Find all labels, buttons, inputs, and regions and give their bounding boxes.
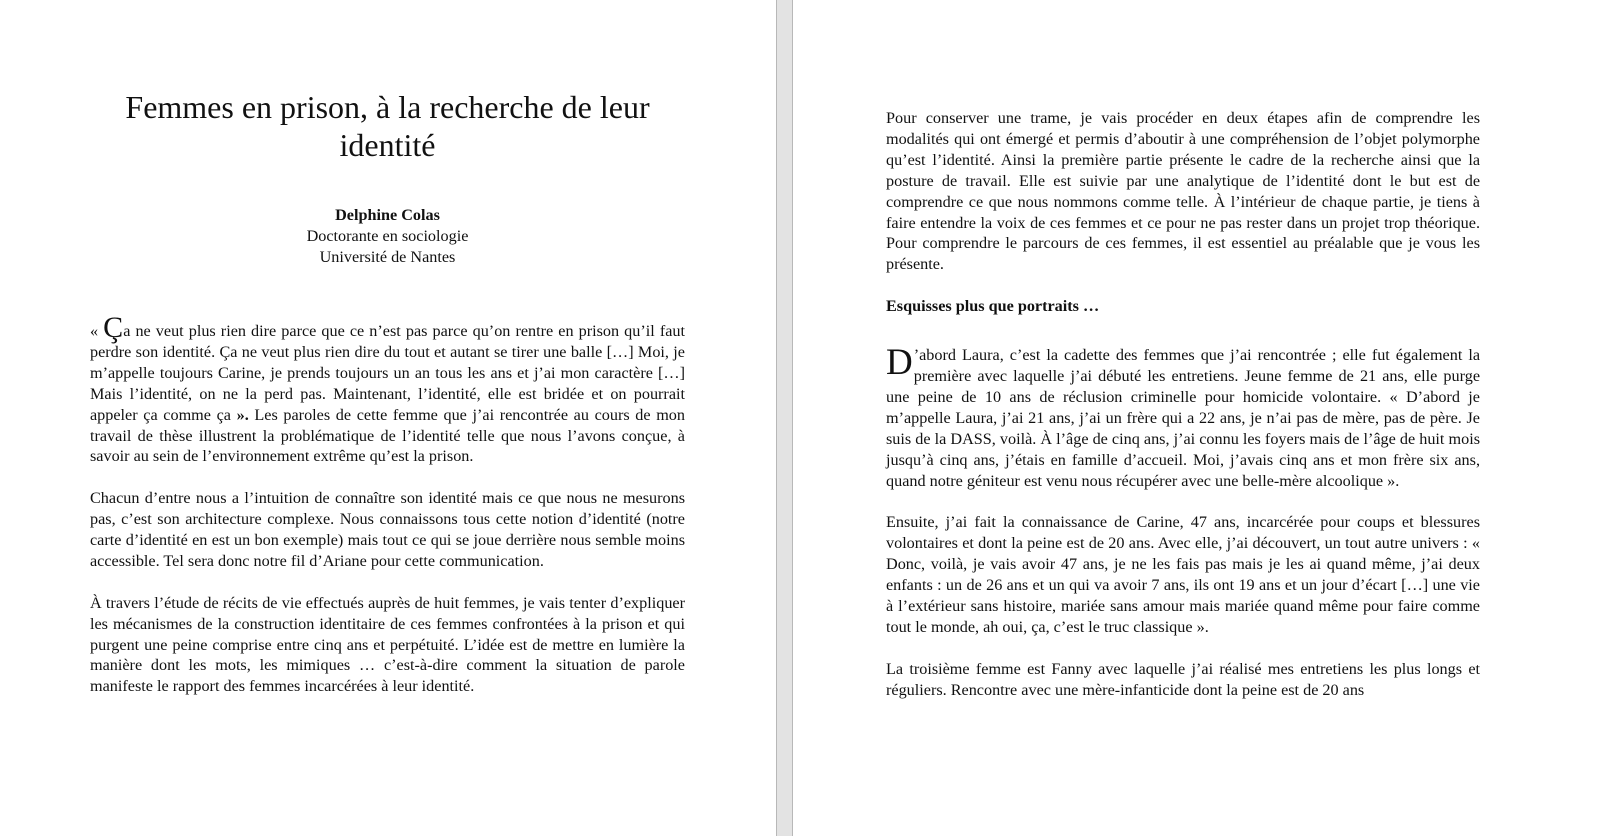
paragraph-laura [886, 342, 1480, 491]
author-name: Delphine Colas [335, 206, 440, 224]
drop-cap-letter: D [886, 342, 913, 384]
author-block [90, 205, 685, 268]
quote-text: a ne veut plus rien dire parce que ce n’est pas parce qu’on rentre en prison qu’il faut perdre son identité. Ça ne veut plus rien dire du tout et autant se tirer une balle […] Moi, je m’appelle toujours Carine, je prends toujours un an tous les ans et j’ai mon caractère […] Mais l’identité, on ne la perd pas. Maintenant, l’identité, elle est bridée et on pourrait appeler ça comme ça [90, 322, 685, 424]
right-body-text [886, 108, 1480, 721]
paragraph-opening-quote [90, 311, 685, 467]
paragraph-fanny: La troisième femme est Fanny avec laquelle j’ai réalisé mes entretiens les plus longs et réguliers. Rencontre avec une mère-infanticide dont la peine est de 20 ans [886, 659, 1480, 699]
quote-close-mark: ». [236, 405, 249, 424]
paragraph-text: Les paroles de cette femme que j’ai rencontrée au cours de mon travail de thèse illustrent la problématique de l’identité telle que nous l’avons conçue, à savoir au sein de l’environnement extrême qu’est la prison. [90, 405, 685, 466]
section-heading: Esquisses plus que portraits … [886, 297, 1100, 316]
document-title: Femmes en prison, à la recherche de leur identité [125, 89, 650, 163]
quote-open-mark: « [90, 322, 104, 340]
author-role: Doctorante en sociologie [306, 227, 469, 245]
intro-paragraph: Pour conserver une trame, je vais procéder en deux étapes afin de comprendre les modalités qui ont émergé et permis d’aboutir à une compréhension de l’objet polymorphe qu’est l’identité. Ainsi la première partie présente le cadre de la recherche ainsi que la posture de travail. Elle est suivie par une analytique de l’identité dont le but est de comprendre ce que nous nommons comme telle. À l’intérieur de chaque partie, je tiens à faire entendre la voix de ces femmes et ce pour ne pas rester dans un projet trop théorique. Pour comprendre le parcours de ces femmes, il est essentiel au préalable que je vous les présente. [886, 109, 1480, 274]
page-right [793, 0, 1597, 836]
paragraph-carine: Ensuite, j’ai fait la connaissance de Carine, 47 ans, incarcérée pour coups et blessures volontaires et dont la peine est de 20 ans. Avec elle, j’ai découvert, un tout autre univers : « Donc, voilà, je vais avoir 47 ans, je ne les fais pas mais je les ai quand même, j’ai deux enfants : un de 26 ans et un qui va avoir 7 ans, ils ont 19 ans et un jour d’écart […] une vie à l’extérieur sans histoire, mariée sans amour mais mariée quand même pour faire comme tout le monde, ah oui, ça, c’est le truc classique ». [886, 513, 1480, 636]
initial-letter: Ç [103, 311, 124, 344]
paragraph: Chacun d’entre nous a l’intuition de connaître son identité mais ce que nous ne mesurons pas, c’est son architecture complexe. Nous connaissons tous cette notion d’identité (notre carte d’identité en est un bon exemple) mais tout ce qui se joue derrière nous semble moins accessible. Tel sera donc notre fil d’Ariane pour cette communication. [90, 489, 685, 570]
paragraph-text: ’abord Laura, c’est la cadette des femmes que j’ai rencontrée ; elle fut également la première avec laquelle j’ai débuté les entretiens. Jeune femme de 21 ans, elle purge une peine de 10 ans de réclusion criminelle pour homicide volontaire. « D’abord je m’appelle Laura, j’ai 21 ans, j’ai un frère qui a 22 ans, je n’ai pas de mère, pas de père. Je suis de la DASS, voilà. À l’âge de cinq ans, j’ai connu les foyers mais de l’âge de huit mois jusqu’à cinq ans, j’étais en famille d’accueil. Moi, j’avais cinq ans et mon frère six ans, quand notre géniteur est venu nous récupérer avec une belle-mère alcoolique ». [886, 346, 1480, 490]
page-gutter [776, 0, 793, 836]
left-body-text [90, 311, 685, 718]
author-affiliation: Université de Nantes [319, 248, 456, 266]
page-left [0, 0, 776, 836]
paragraph: À travers l’étude de récits de vie effectués auprès de huit femmes, je vais tenter d’expliquer les mécanismes de la construction identitaire de ces femmes confrontées à la prison et qui purgent une peine comprise entre cinq ans et perpétuité. L’idée est de mettre en lumière la manière dont les mots, les mimiques … c’est-à-dire comment la situation de parole manifeste le rapport des femmes incarcérées à leur identité. [90, 593, 685, 696]
